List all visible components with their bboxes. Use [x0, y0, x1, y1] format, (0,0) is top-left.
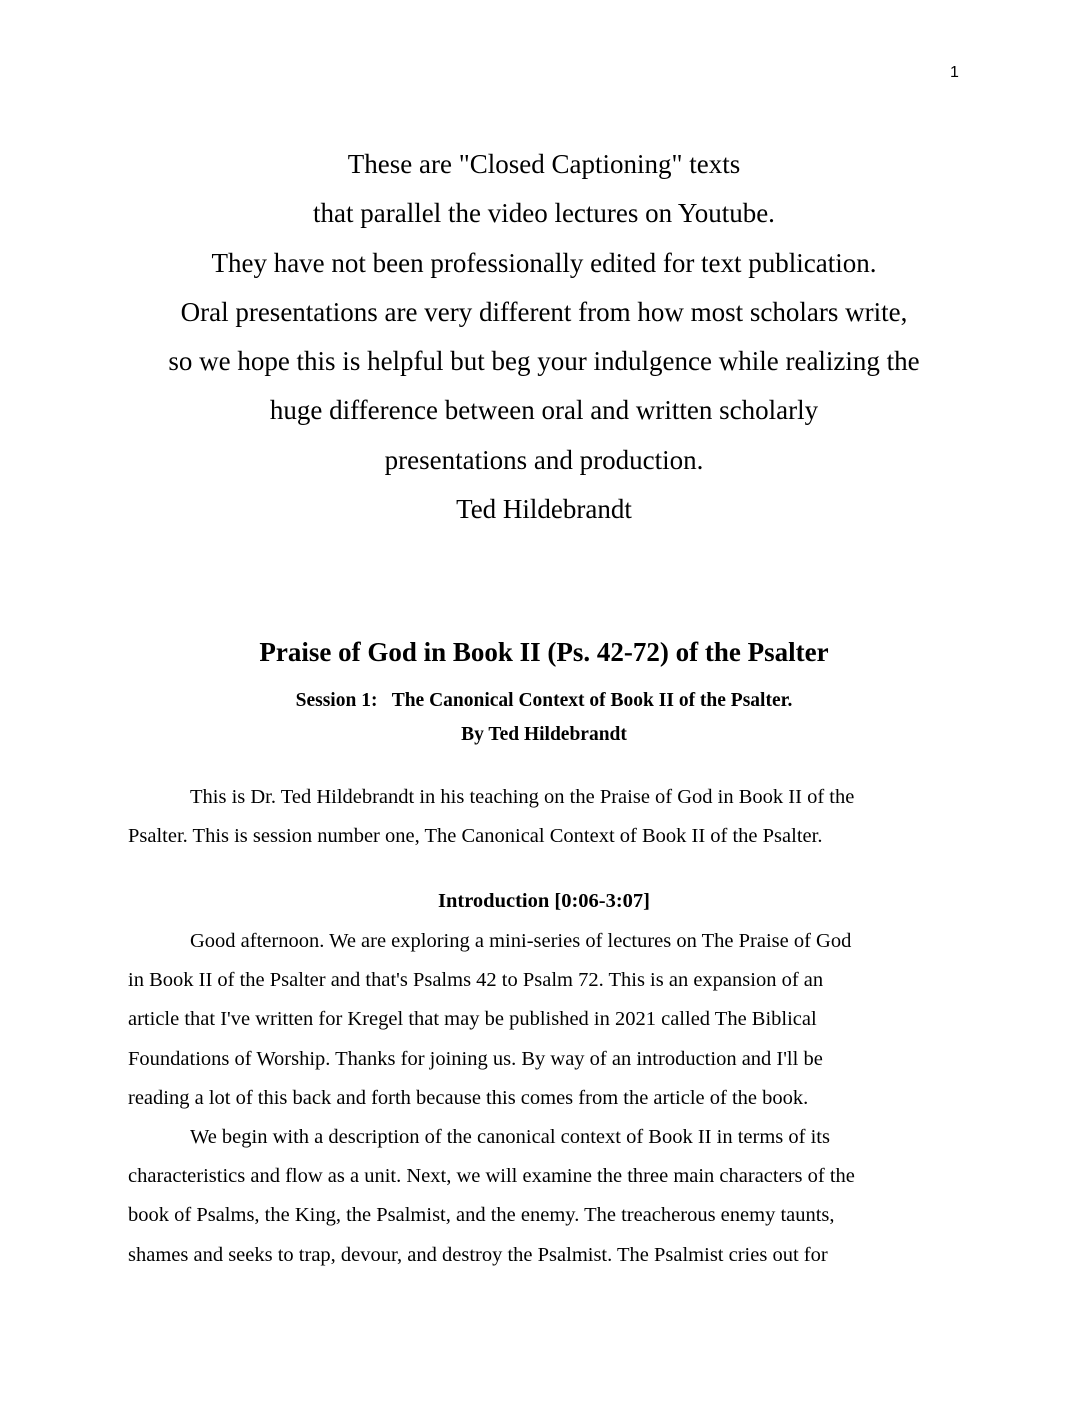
intro-paragraph [128, 778, 854, 856]
paragraph-line: Good afternoon. We are exploring a mini-series of lectures on The Praise of God [190, 930, 852, 952]
paragraph-line: Foundations of Worship. Thanks for joining us. By way of an introduction and I'll be [128, 1047, 823, 1070]
disclaimer-line: presentations and production. [384, 444, 704, 475]
disclaimer-line: They have not been professionally edited for text publication. [211, 247, 877, 278]
page-number: 1 [950, 64, 959, 81]
disclaimer-line: huge difference between oral and written scholarly [269, 395, 819, 426]
disclaimer-line: These are "Closed Captioning" texts [347, 149, 741, 179]
paragraph-line: We begin with a description of the canonical context of Book II in terms of its [190, 1126, 830, 1148]
paragraph-line: shames and seeks to trap, devour, and destroy the Psalmist. The Psalmist cries out for [128, 1243, 828, 1266]
section-heading: Introduction [0:06-3:07] [437, 890, 651, 912]
document-title: Praise of God in Book II (Ps. 42-72) of the Psalter [259, 637, 829, 667]
paragraph-line: reading a lot of this back and forth because this comes from the article of the book. [128, 1086, 809, 1109]
paragraph-line: This is Dr. Ted Hildebrandt in his teaching on the Praise of God in Book II of the [190, 786, 855, 808]
body-paragraph-2 [128, 1118, 855, 1275]
paragraph-line: in Book II of the Psalter and that's Psalms 42 to Psalm 72. This is an expansion of an [128, 969, 824, 992]
paragraph-line: article that I've written for Kregel that may be published in 2021 called The Biblical [128, 1008, 817, 1031]
paragraph-line: characteristics and flow as a unit. Next, we will examine the three main characters of the [128, 1165, 855, 1188]
session-line: Session 1: The Canonical Context of Book II of the Psalter. [295, 690, 793, 711]
paragraph-line: book of Psalms, the King, the Psalmist, and the enemy. The treacherous enemy taunts, [128, 1204, 835, 1227]
disclaimer-author: Ted Hildebrandt [456, 494, 632, 525]
body-paragraph-1 [128, 922, 851, 1118]
disclaimer-line: Oral presentations are very different from how most scholars write, [180, 296, 908, 327]
disclaimer-block [120, 140, 968, 534]
byline: By Ted Hildebrandt [461, 724, 627, 745]
subtitle-block [120, 684, 968, 752]
disclaimer-line: so we hope this is helpful but beg your indulgence while realizing the [168, 346, 920, 377]
disclaimer-line: that parallel the video lectures on Youtube. [313, 198, 775, 229]
paragraph-line: Psalter. This is session number one, The Canonical Context of Book II of the Psalter. [128, 825, 823, 848]
